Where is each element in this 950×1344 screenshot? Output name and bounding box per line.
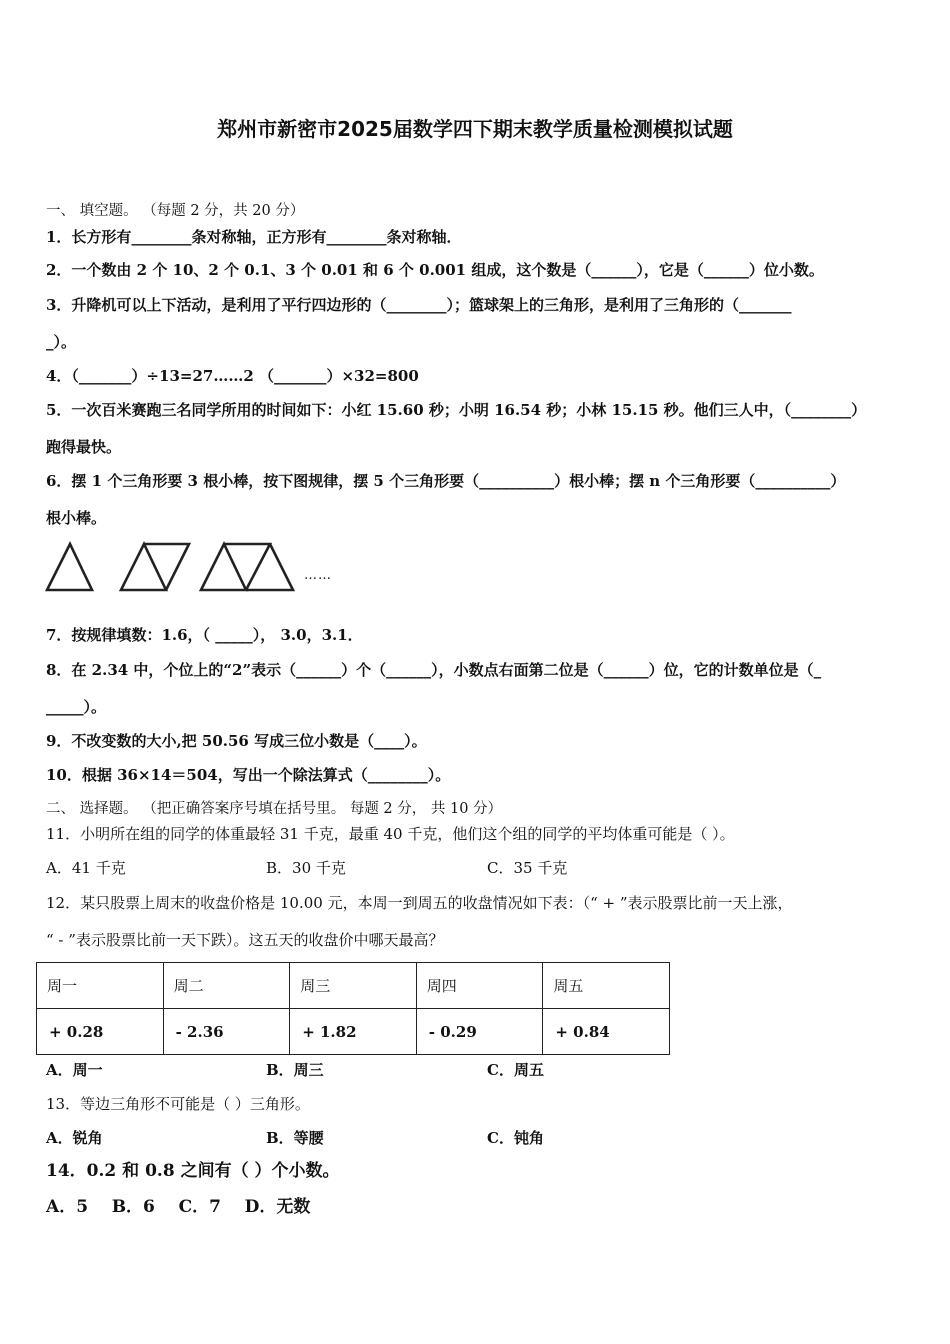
question-5: 5．一次百米赛跑三名同学所用的时间如下：小红 15.60 秒；小明 16.54 秒；小林 15.15 秒。他们三人中，（________） (46, 401, 867, 419)
question-7: 7．按规律填数：1.6，（ _____）， 3.0，3.1． (46, 626, 363, 644)
question-12-continued: “ - ”表示股票比前一天下跌）。这五天的收盘价中哪天最高？ (46, 931, 444, 949)
question-1: 1．长方形有________条对称轴，正方形有________条对称轴． (46, 228, 462, 246)
question-4: 4．（_______）÷13=27……2 （_______）×32=800 (46, 367, 419, 385)
question-2: 2．一个数由 2 个 10、2 个 0.1、3 个 0.01 和 6 个 0.001 组成，这个数是（______），它是（______）位小数。 (46, 261, 824, 279)
q11-option-c: C．35 千克 (487, 859, 568, 877)
table-header-row (37, 963, 670, 1009)
question-3-continued: _）。 (46, 333, 77, 351)
pattern-ellipsis: …… (304, 568, 332, 583)
question-10: 10．根据 36×14＝504，写出一个除法算式（________）。 (46, 766, 451, 784)
q13-option-c: C．钝角 (487, 1129, 544, 1147)
table-header-cell: 周四 (416, 963, 543, 1009)
q13-option-a: A．锐角 (46, 1129, 103, 1147)
table-cell: - 0.29 (416, 1009, 543, 1055)
table-header-cell: 周一 (37, 963, 164, 1009)
question-9: 9．不改变数的大小,把 50.56 写成三位小数是（____）。 (46, 732, 427, 750)
table-cell: + 1.82 (290, 1009, 417, 1055)
section-1-heading: 一、 填空题。 （每题 2 分，共 20 分） (46, 203, 305, 219)
triangle-figure-3 (201, 544, 293, 590)
question-5-continued: 跑得最快。 (46, 438, 122, 456)
table-row (37, 1009, 670, 1055)
question-13: 13．等边三角形不可能是（ ）三角形。 (46, 1095, 310, 1113)
table-header-cell: 周二 (163, 963, 290, 1009)
question-11: 11．小明所在组的同学的体重最轻 31 千克，最重 40 千克，他们这个组的同学的平均体重可能是（ ）。 (46, 825, 735, 843)
question-6-continued: 根小棒。 (46, 509, 107, 527)
table-cell: + 0.28 (37, 1009, 164, 1055)
q14-options: A．5 B．6 C．7 D．无数 (46, 1197, 311, 1217)
question-12: 12．某只股票上周末的收盘价格是 10.00 元，本周一到周五的收盘情况如下表：（“ + ”表示股票比前一天上涨， (46, 894, 793, 912)
table-cell: + 0.84 (543, 1009, 670, 1055)
stock-price-table (36, 962, 670, 1055)
table-header-cell: 周三 (290, 963, 417, 1009)
q12-option-b: B．周三 (266, 1061, 324, 1079)
question-8-continued: _____）。 (46, 698, 107, 716)
q11-option-b: B．30 千克 (266, 859, 346, 877)
triangle-pattern-figure (44, 541, 300, 595)
q12-option-c: C．周五 (487, 1061, 544, 1079)
question-14: 14．0.2 和 0.8 之间有（ ）个小数。 (46, 1161, 340, 1181)
section-2-heading: 二、 选择题。 （把正确答案序号填在括号里。 每题 2 分， 共 10 分） (46, 801, 503, 817)
question-6: 6．摆 1 个三角形要 3 根小棒，按下图规律，摆 5 个三角形要（__________）根小棒；摆 n 个三角形要（__________） (46, 472, 846, 490)
question-8: 8．在 2.34 中，个位上的“2”表示（______）个（______），小数点右面第二位是（______）位，它的计数单位是（_ (46, 661, 822, 679)
page-title: 郑州市新密市2025届数学四下期末教学质量检测模拟试题 (217, 117, 733, 141)
question-3: 3．升降机可以上下活动，是利用了平行四边形的（________）；篮球架上的三角形，是利用了三角形的（_______ (46, 296, 792, 314)
table-header-cell: 周五 (543, 963, 670, 1009)
q11-option-a: A．41 千克 (46, 859, 126, 877)
table-cell: - 2.36 (163, 1009, 290, 1055)
triangle-figure-2 (121, 544, 189, 590)
q12-option-a: A．周一 (46, 1061, 103, 1079)
q13-option-b: B．等腰 (266, 1129, 324, 1147)
triangle-figure-1 (47, 544, 92, 590)
